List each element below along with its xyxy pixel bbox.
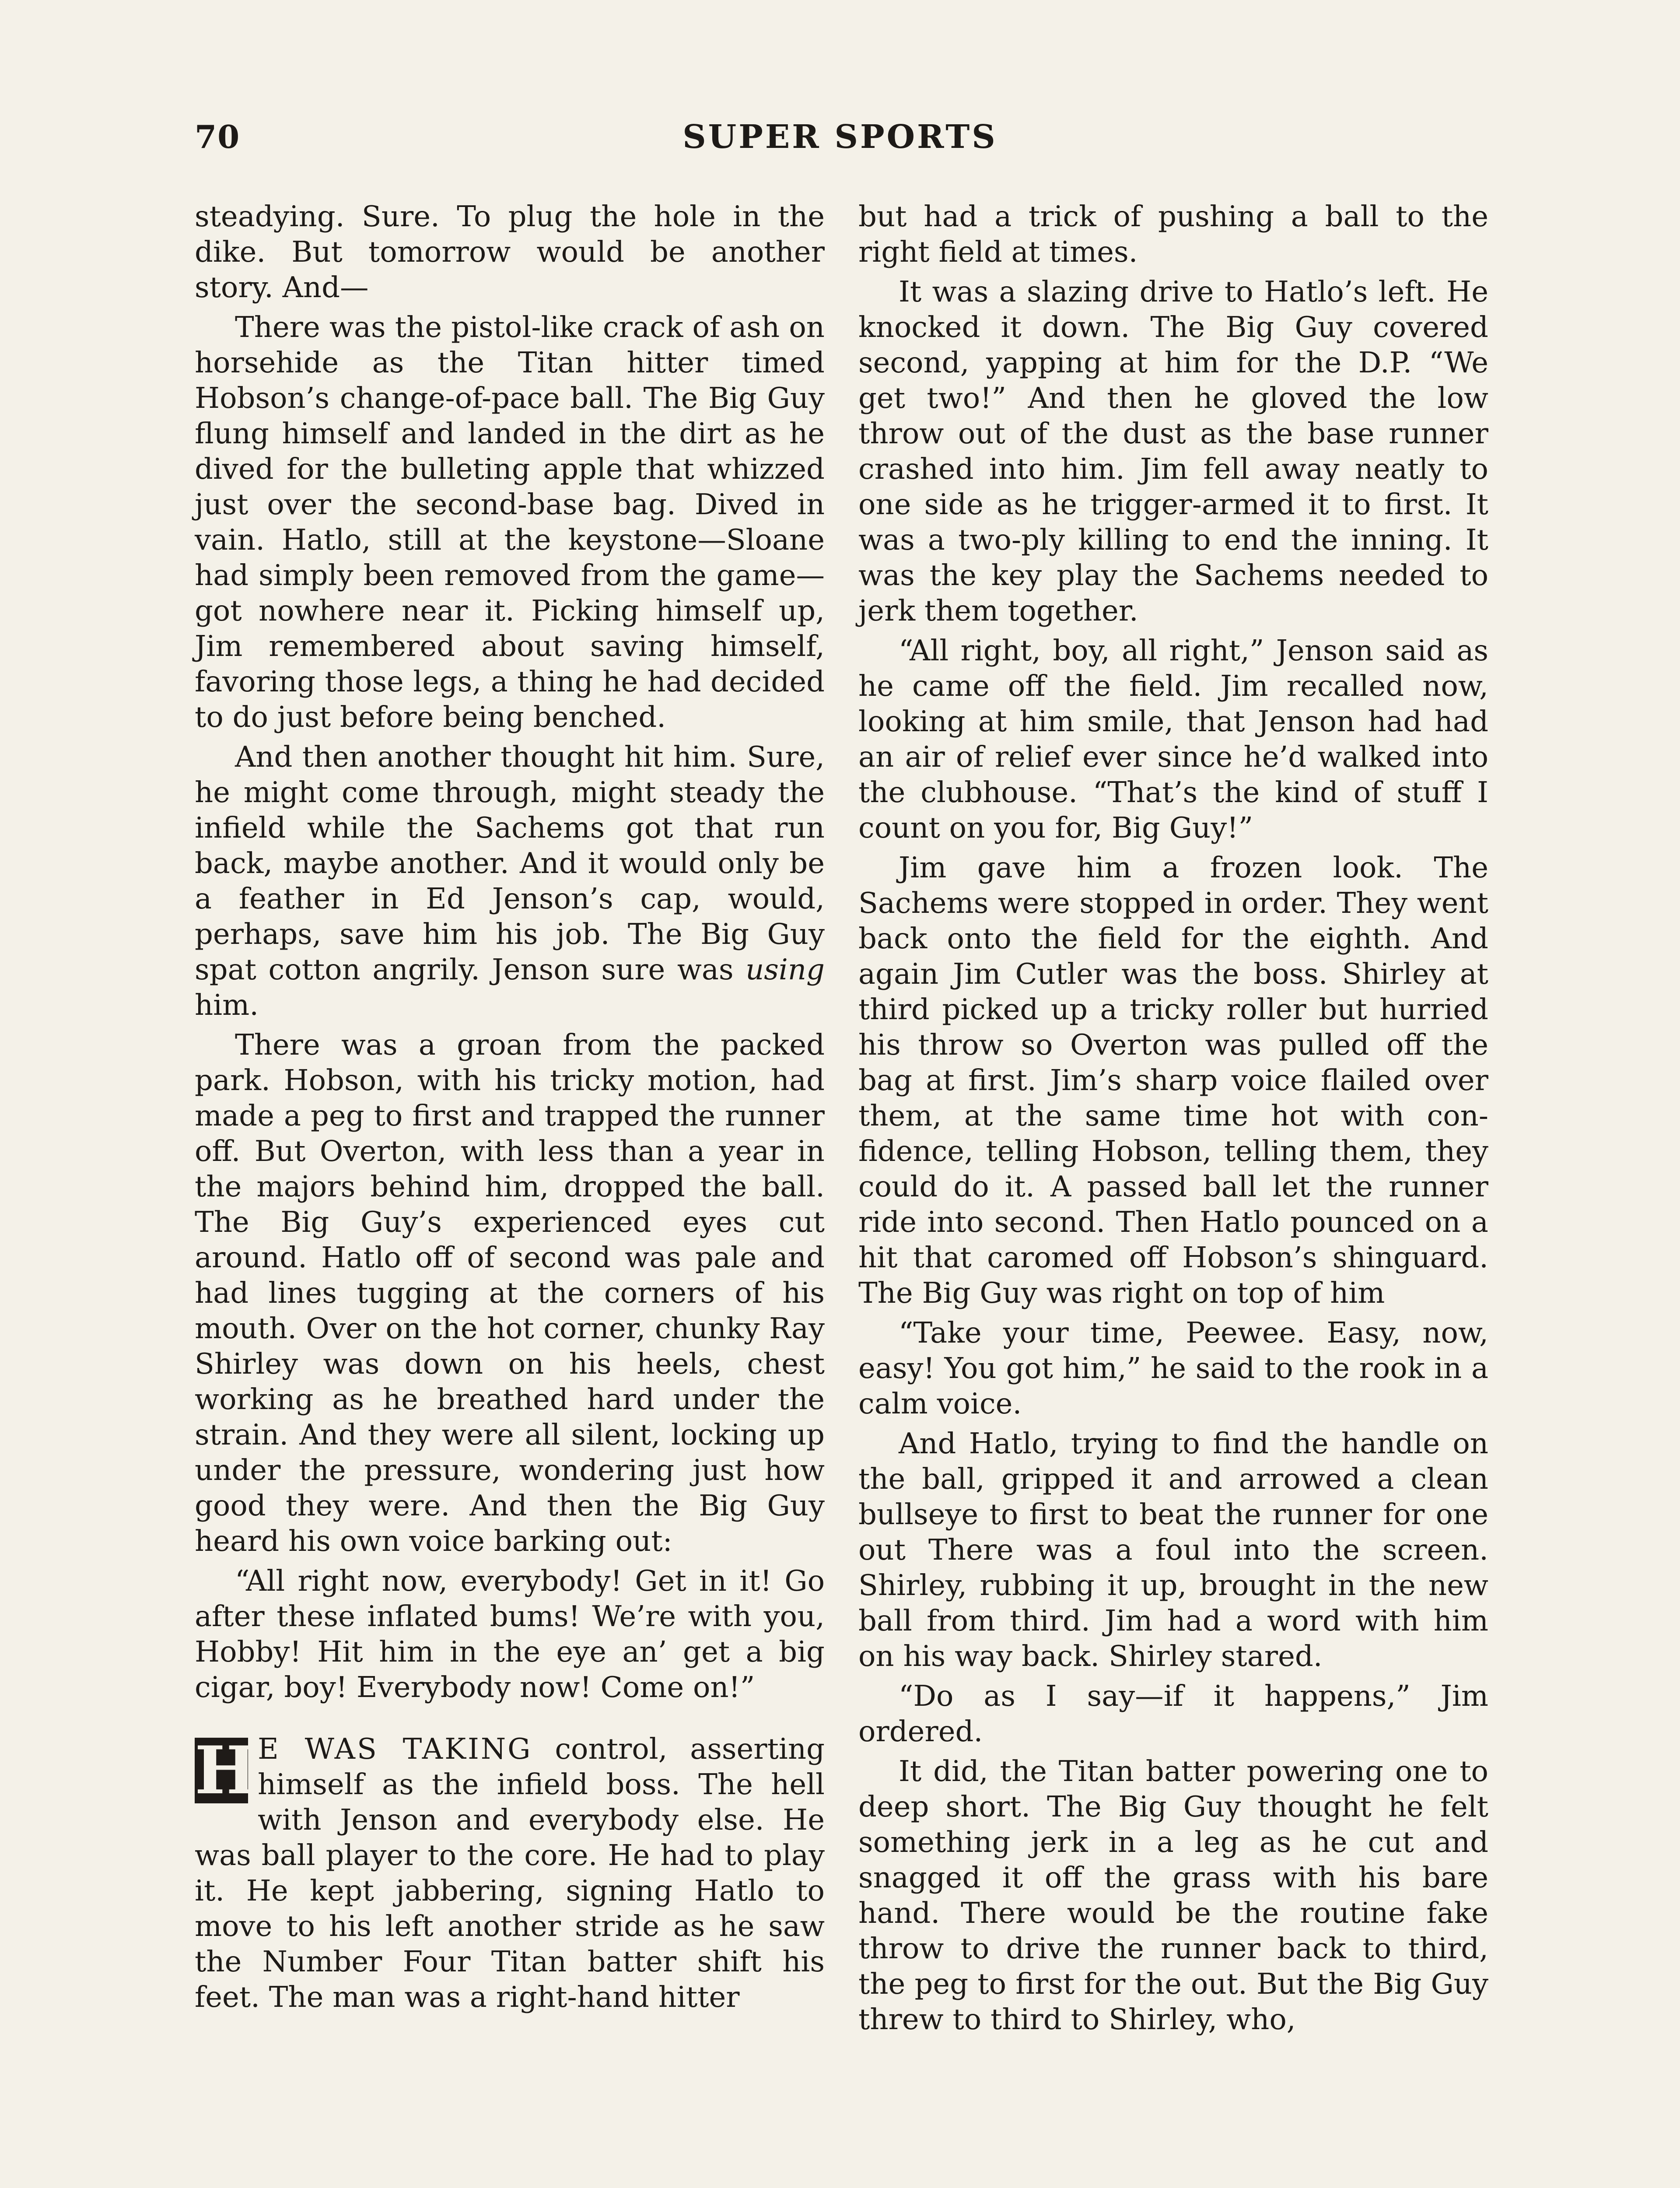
running-title: SUPER SPORTS xyxy=(682,118,998,156)
lead-in-caps: E WAS TAKING xyxy=(258,1732,532,1766)
paragraph: There was the pistol-like crack of ash on horsehide as the Titan hitter timed Hobson’s change-of-pace ball. The Big Guy flung himself and landed in the dirt as he dived for the bulleting apple that whizzed just over the second-base bag. Dived in vain. Hatlo, still at the keystone—Sloane had simply been removed from the game—got nowhere near it. Picking himself up, Jim remembered about saving himself, favoring those legs, a thing he had decided to do just before being benched. xyxy=(195,311,825,734)
paragraph: And Hatlo, trying to find the handle on the ball, gripped it and arrowed a clean bullseye to first to beat the runner for one out There was a foul into the screen. Shirley, rubbing it up, brought in the new ball from third. Jim had a word with him on his way back. Shirley stared. xyxy=(858,1427,1488,1673)
paragraph-text: And then another thought hit him. Sure, he might come through, might steady the infield while the Sachems got that run back, maybe another. And it would only be a feather in Ed Jenson’s cap, would, perhaps, save him his job. The Big Guy spat cotton angrily. Jenson sure was xyxy=(195,740,825,986)
paragraph: “All right, boy, all right,” Jenson said as he came off the field. Jim recalled now, looking at him smile, that Jenson had had an air of relief ever since he’d walked into the clubhouse. “That’s the kind of stuff I count on you for, Big Guy!” xyxy=(858,634,1488,845)
paragraph: It was a slazing drive to Hatlo’s left. He knocked it down. The Big Guy covered second, yapping at him for the D.P. “We get two!” And then he gloved the low throw out of the dust as the base runner crashed into him. Jim fell away neatly to one side as he trigger-armed it to first. It was a two-ply killing to end the inning. It was the key play the Sachems needed to jerk them together. xyxy=(858,275,1488,628)
paragraph-text: control, asserting himself as the infield boss. The hell with Jenson and everybody else. He was ball player to the core. He had to play it. He kept jabbering, signing Hatlo to move to his left another stride as he saw the Number Four Titan batter shift his feet. The man was a right-hand hitter xyxy=(195,1732,825,2014)
page-number: 70 xyxy=(195,118,241,155)
paragraph: There was a groan from the packed park. Hobson, with his tricky motion, had made a peg to first and trapped the runner off. But Overton, with less than a year in the majors behind him, dropped the ball. The Big Guy’s experienced eyes cut around. Hatlo off of second was pale and had lines tugging at the corners of his mouth. Over on the hot corner, chunky Ray Shirley was down on his heels, chest working as he breathed hard under the strain. And they were all silent, locking up under the pressure, wondering just how good they were. And then the Big Guy heard his own voice barking out: xyxy=(195,1028,825,1558)
right-column xyxy=(858,199,1488,2042)
left-column xyxy=(195,199,825,2020)
paragraph: “Do as I say—if it happens,” Jim ordered. xyxy=(858,1680,1488,1748)
paragraph: Jim gave him a frozen look. The Sachems were stopped in order. They went back onto the field for the eighth. And again Jim Cutler was the boss. Shirley at third picked up a tricky roller but hurried his throw so Overton was pulled off the bag at first. Jim’s sharp voice flailed over them, at the same time hot with confidence, telling Hobson, telling them, they could do it. A passed ball let the runner ride into second. Then Hatlo pounced on a hit that caromed off Hobson’s shinguard. The Big Guy was right on top of him xyxy=(858,851,1488,1310)
paragraph: “All right now, everybody! Get in it! Go after these inflated bums! We’re with you, Hobby! Hit him in the eye an’ get a big cigar, boy! Everybody now! Come on!” xyxy=(195,1564,825,1704)
paragraph-text-end: him. xyxy=(195,989,259,1022)
page-header xyxy=(195,118,1485,166)
italic-emphasis: using xyxy=(746,953,825,986)
paragraph xyxy=(195,740,825,1023)
paragraph: but had a trick of pushing a ball to the right field at times. xyxy=(858,200,1488,269)
paragraph: steadying. Sure. To plug the hole in the dike. But tomorrow would be another story. And— xyxy=(195,200,825,304)
section-opening-paragraph xyxy=(195,1732,825,2015)
paragraph: It did, the Titan batter powering one to deep short. The Big Guy thought he felt something jerk in a leg as he cut and snagged it off the grass with his bare hand. There would be the routine fake throw to drive the runner back to third, the peg to first for the out. But the Big Guy threw to third to Shirley, who, xyxy=(858,1755,1488,2036)
drop-cap: H xyxy=(195,1732,257,1809)
paragraph: “Take your time, Peewee. Easy, now, easy! You got him,” he said to the rook in a calm voice. xyxy=(858,1316,1488,1420)
